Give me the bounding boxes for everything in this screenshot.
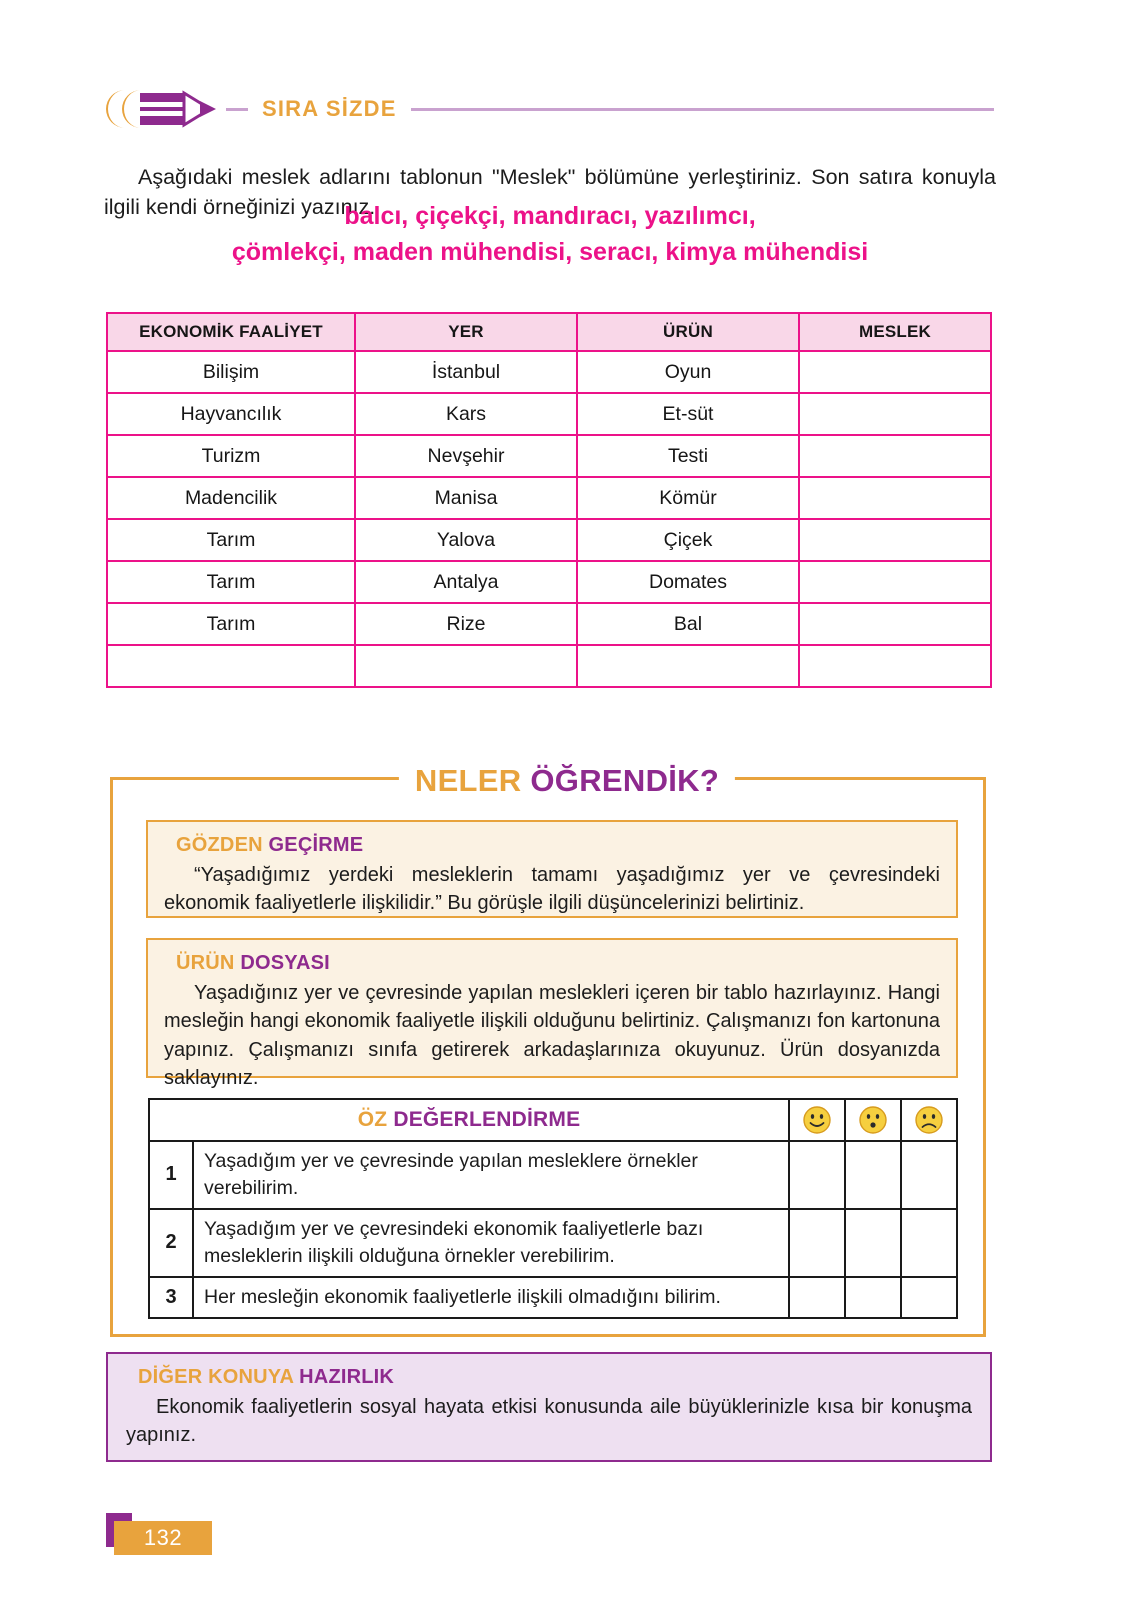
table-row: [107, 393, 991, 435]
table-row: [107, 519, 991, 561]
pencil-icon: [104, 86, 226, 132]
cell-urun: Testi: [577, 435, 799, 477]
column-header-faaliyet: EKONOMİK FAALİYET: [107, 313, 355, 351]
column-header-meslek: MESLEK: [799, 313, 991, 351]
heading-word-gozden: GÖZDEN: [176, 834, 263, 856]
assessment-row-number: 3: [149, 1277, 193, 1318]
heading-word-urun: ÜRÜN: [176, 952, 235, 974]
cell-faaliyet: Bilişim: [107, 351, 355, 393]
urun-dosyasi-heading: [176, 952, 940, 975]
neler-ogrendik-title: [399, 763, 735, 799]
header-rule-right: [411, 108, 994, 111]
assessment-checkbox-sad[interactable]: [901, 1209, 957, 1277]
cell-faaliyet: Hayvancılık: [107, 393, 355, 435]
title-word-oz: ÖZ: [357, 1108, 388, 1131]
cell-urun: Et-süt: [577, 393, 799, 435]
table-row: [107, 351, 991, 393]
table-row: [107, 603, 991, 645]
cell-faaliyet: Tarım: [107, 561, 355, 603]
happy-face-column-header: [789, 1099, 845, 1141]
cell-meslek-blank[interactable]: [799, 351, 991, 393]
cell-yer: Nevşehir: [355, 435, 577, 477]
cell-faaliyet: Tarım: [107, 519, 355, 561]
assessment-row-number: 1: [149, 1141, 193, 1209]
cell-meslek-blank[interactable]: [799, 519, 991, 561]
assessment-checkbox-happy[interactable]: [789, 1277, 845, 1318]
cell-urun: Domates: [577, 561, 799, 603]
cell-meslek-blank[interactable]: [799, 603, 991, 645]
cell-faaliyet: Tarım: [107, 603, 355, 645]
assessment-row: [149, 1209, 957, 1277]
assessment-header-row: [149, 1099, 957, 1141]
table-row: [107, 477, 991, 519]
assessment-row-text: Yaşadığım yer ve çevresindeki ekonomik faaliyetlerle bazı mesleklerin ilişkili olduğuna örnekler verebilirim.: [193, 1209, 789, 1277]
cell-meslek-blank[interactable]: [799, 477, 991, 519]
sira-sizde-header: [104, 86, 994, 132]
assessment-row: [149, 1277, 957, 1318]
cell-urun: Bal: [577, 603, 799, 645]
heading-word-diger-konuya: DİĞER KONUYA: [138, 1366, 294, 1388]
sira-sizde-label: SIRA SİZDE: [262, 96, 397, 121]
assessment-checkbox-neutral[interactable]: [845, 1141, 901, 1209]
intro-paragraph: Aşağıdaki meslek adlarını tablonun "Meslek" bölümüne yerleştiriniz. Son satıra konuyla ilgili kendi örneğinizi yazınız.: [104, 164, 996, 220]
gozden-gecirme-box: [146, 820, 958, 918]
heading-word-dosyasi: DOSYASI: [240, 952, 330, 974]
page-number-label: 132: [114, 1521, 212, 1555]
column-header-yer: YER: [355, 313, 577, 351]
header-rule-left: [226, 108, 248, 111]
gozden-gecirme-heading: [176, 834, 940, 857]
assessment-checkbox-neutral[interactable]: [845, 1277, 901, 1318]
assessment-row-text: Yaşadığım yer ve çevresinde yapılan mesleklere örnekler verebilirim.: [193, 1141, 789, 1209]
assessment-checkbox-happy[interactable]: [789, 1209, 845, 1277]
title-word-neler: NELER: [414, 763, 522, 798]
cell-yer: Kars: [355, 393, 577, 435]
diger-konuya-heading: [138, 1366, 972, 1389]
table-row: [107, 561, 991, 603]
economic-activity-table: [106, 312, 992, 688]
cell-meslek-blank[interactable]: [799, 435, 991, 477]
table-header-row: [107, 313, 991, 351]
assessment-title: [149, 1099, 789, 1141]
cell-faaliyet-blank[interactable]: [107, 645, 355, 687]
job-list-line-1: balcı, çiçekçi, mandıracı, yazılımcı,: [344, 202, 756, 230]
gozden-gecirme-text: “Yaşadığımız yerdeki mesleklerin tamamı yaşadığımız yer ve çevresindeki ekonomik faaliyetlerle ilişkilidir.” Bu görüşle ilgili düşüncelerinizi belirtiniz.: [164, 864, 940, 915]
cell-yer: Yalova: [355, 519, 577, 561]
cell-urun: Çiçek: [577, 519, 799, 561]
happy-face-icon: [802, 1105, 832, 1135]
assessment-checkbox-sad[interactable]: [901, 1141, 957, 1209]
job-list-line-2: çömlekçi, maden mühendisi, seracı, kimya mühendisi: [231, 238, 869, 267]
cell-faaliyet: Turizm: [107, 435, 355, 477]
diger-konuya-text: Ekonomik faaliyetlerin sosyal hayata etkisi konusunda aile büyüklerinizle kısa bir konuşma yapınız.: [126, 1396, 972, 1447]
neutral-face-icon: [858, 1105, 888, 1135]
cell-yer: Rize: [355, 603, 577, 645]
cell-urun: Oyun: [577, 351, 799, 393]
cell-yer-blank[interactable]: [355, 645, 577, 687]
cell-meslek-blank[interactable]: [799, 393, 991, 435]
cell-faaliyet: Madencilik: [107, 477, 355, 519]
title-word-ogrendik: ÖĞRENDİK?: [530, 763, 720, 798]
heading-word-gecirme: GEÇİRME: [268, 834, 364, 856]
diger-konuya-hazirlik-box: [106, 1352, 992, 1462]
cell-meslek-blank[interactable]: [799, 645, 991, 687]
sad-face-column-header: [901, 1099, 957, 1141]
cell-yer: Manisa: [355, 477, 577, 519]
assessment-row-number: 2: [149, 1209, 193, 1277]
cell-yer: İstanbul: [355, 351, 577, 393]
sad-face-icon: [914, 1105, 944, 1135]
neutral-face-column-header: [845, 1099, 901, 1141]
self-assessment-table: [148, 1098, 958, 1319]
cell-meslek-blank[interactable]: [799, 561, 991, 603]
page-number-footer: [106, 1513, 226, 1559]
cell-urun: Kömür: [577, 477, 799, 519]
cell-yer: Antalya: [355, 561, 577, 603]
cell-urun-blank[interactable]: [577, 645, 799, 687]
assessment-row-text: Her mesleğin ekonomik faaliyetlerle ilişkili olmadığını bilirim.: [193, 1277, 789, 1318]
column-header-urun: ÜRÜN: [577, 313, 799, 351]
job-name-list: [104, 198, 996, 271]
urun-dosyasi-box: [146, 938, 958, 1090]
assessment-row: [149, 1141, 957, 1209]
title-word-degerlendirme: DEĞERLENDİRME: [393, 1108, 581, 1131]
assessment-checkbox-happy[interactable]: [789, 1141, 845, 1209]
heading-word-hazirlik: HAZIRLIK: [299, 1366, 395, 1388]
table-row-blank: [107, 645, 991, 687]
urun-dosyasi-text: Yaşadığınız yer ve çevresinde yapılan meslekleri içeren bir tablo hazırlayınız. Hangi mesleğin hangi ekonomik faaliyetle ilişkili olduğunu belirtiniz. Çalışmanızı fon kartonuna yapınız. Çalışmanızı sınıfa getirerek arkadaşlarınıza okuyunuz. Ürün dosyanızda saklayınız.: [164, 982, 940, 1090]
table-row: [107, 435, 991, 477]
assessment-checkbox-neutral[interactable]: [845, 1209, 901, 1277]
assessment-checkbox-sad[interactable]: [901, 1277, 957, 1318]
